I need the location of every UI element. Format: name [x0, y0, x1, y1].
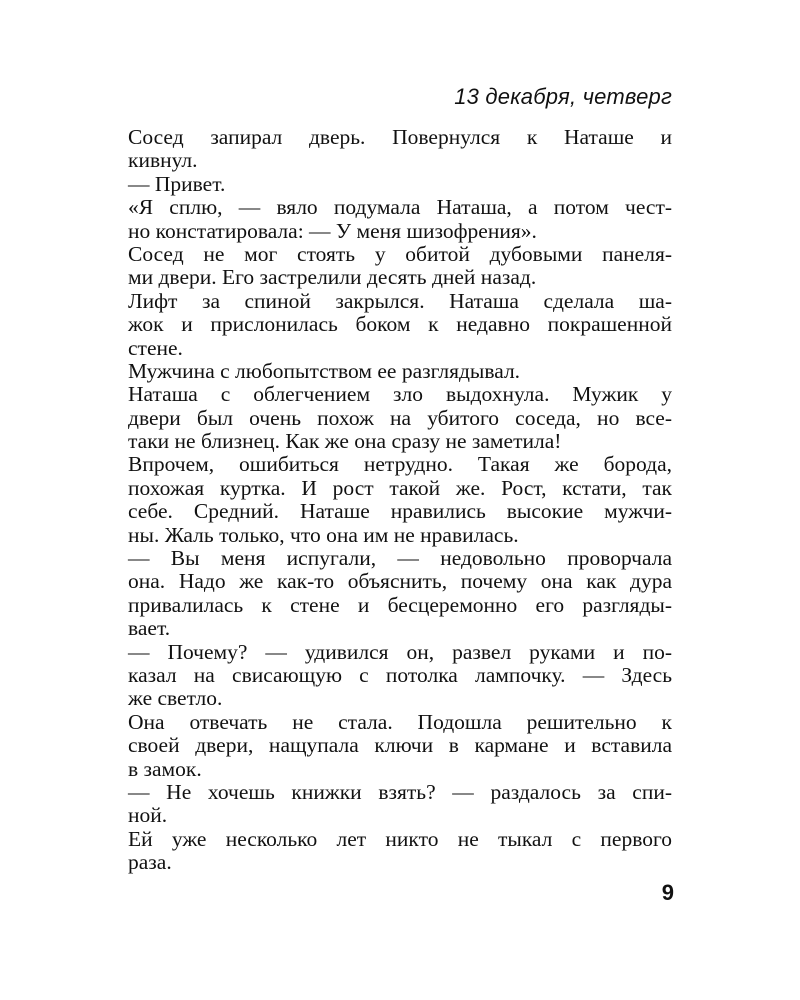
- text-line: себе. Средний. Наташе нравились высокие мужчи-: [128, 499, 672, 524]
- text-line: таки не близнец. Как же она сразу не заметила!: [128, 429, 562, 454]
- text-line: Она отвечать не стала. Подошла решительно к: [128, 709, 672, 734]
- text-line: Впрочем, ошибиться нетрудно. Такая же борода,: [128, 452, 672, 477]
- running-head: 13 декабря, четверг: [454, 84, 672, 109]
- page-number: 9: [661, 880, 674, 905]
- body-text: [128, 126, 672, 875]
- text-line: похожая куртка. И рост такой же. Рост, кстати, так: [128, 475, 672, 500]
- text-line: Лифт за спиной закрылся. Наташа сделала ша-: [128, 288, 672, 313]
- text-line: в замок.: [128, 756, 202, 781]
- text-line: же светло.: [128, 686, 223, 711]
- text-line: «Я сплю, — вяло подумала Наташа, а потом чест-: [128, 195, 672, 220]
- text-line: казал на свисающую с потолка лампочку. — Здесь: [128, 662, 672, 687]
- text-line: Наташа с облегчением зло выдохнула. Мужик у: [128, 382, 672, 407]
- text-line: вает.: [128, 616, 171, 641]
- text-line: но констатировала: — У меня шизофрения».: [128, 218, 537, 243]
- text-line: привалилась к стене и бесцеремонно его разгляды-: [128, 592, 672, 617]
- text-line: раза.: [128, 850, 172, 875]
- text-line: Мужчина с любопытством ее разглядывал.: [128, 358, 521, 383]
- text-line: она. Надо же как-то объяснить, почему она как дура: [128, 569, 672, 594]
- text-line: — Привет.: [128, 171, 226, 196]
- text-line: — Не хочешь книжки взять? — раздалось за спи-: [128, 779, 672, 804]
- text-line: жок и прислонилась боком к недавно покрашенной: [128, 312, 672, 337]
- text-line: Ей уже несколько лет никто не тыкал с первого: [128, 826, 672, 851]
- text-line: своей двери, нащупала ключи в кармане и вставила: [128, 733, 672, 758]
- text-line: Сосед не мог стоять у обитой дубовыми панеля-: [128, 241, 672, 266]
- text-line: стене.: [128, 335, 183, 360]
- text-line: Сосед запирал дверь. Повернулся к Наташе и: [128, 125, 672, 149]
- text-line: ной.: [128, 803, 168, 828]
- text-line: кивнул.: [128, 148, 198, 173]
- text-line: двери был очень похож на убитого соседа, но все-: [128, 405, 672, 430]
- text-line: ны. Жаль только, что она им не нравилась.: [128, 522, 519, 547]
- text-line: — Вы меня испугали, — недовольно проворчала: [128, 546, 672, 571]
- text-line: ми двери. Его застрелили десять дней назад.: [128, 265, 537, 290]
- text-line: — Почему? — удивился он, развел руками и по-: [128, 639, 672, 664]
